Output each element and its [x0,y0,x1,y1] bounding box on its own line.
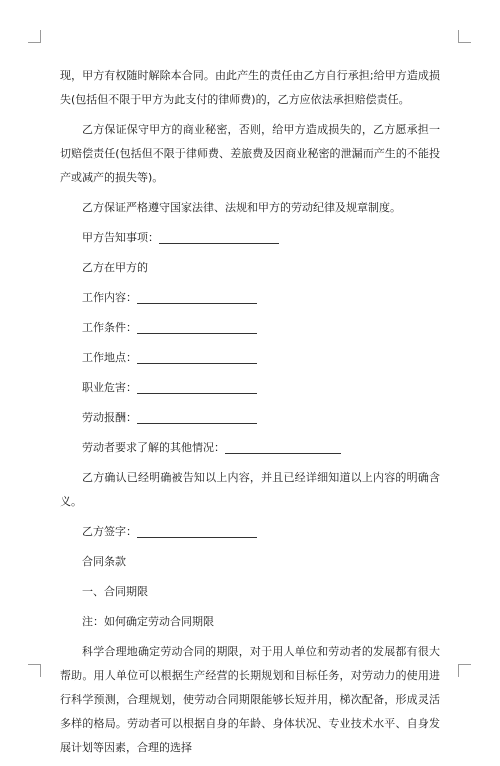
field-label: 劳动报酬： [82,411,137,424]
field-label: 甲方告知事项： [82,231,159,244]
field-at-company [82,256,440,280]
document-body [60,64,440,766]
field-label: 工作地点： [82,351,137,364]
field-work-content [82,286,440,310]
paragraph-term-body: 科学合理地确定劳动合同的期限，对于用人单位和劳动者的发展都有很大帮助。用人单位可以根据生产经营的长期规划和目标任务，对劳动力的使用进行科学预测，合理规划，使劳动合同期限能够长短并用，梯次配备，形成灵活多样的格局。劳动者可以根据自身的年龄、身体状况、专业技术水平、自身发展计划等因素，合理的选择 [60,645,440,754]
blank-line [137,523,257,538]
crop-mark-top-right [458,30,471,43]
blank-line [137,289,257,304]
field-other-info [82,436,440,460]
field-label: 工作条件： [82,321,137,334]
field-label: 工作内容： [82,291,137,304]
field-remuneration [82,406,440,430]
field-label: 乙方在甲方的 [82,261,148,274]
blank-line [137,409,257,424]
field-label: 职业危害： [82,381,137,394]
paragraph-compliance: 乙方保证严格遵守国家法律、法规和甲方的劳动纪律及规章制度。 [82,201,401,214]
blank-line [137,349,257,364]
crop-mark-bottom-left [28,664,41,677]
blank-line [159,229,279,244]
paragraph-confirmation: 乙方确认已经明确被告知以上内容，并且已经详细知道以上内容的明确含义。 [60,471,440,508]
field-label: 乙方签字： [82,525,137,538]
field-label: 劳动者要求了解的其他情况： [82,441,225,454]
section-note: 注：如何确定劳动合同期限 [82,615,214,628]
field-signature [82,520,440,544]
crop-mark-bottom-right [458,664,471,677]
blank-line [137,379,257,394]
blank-line [225,439,341,454]
field-notice [82,226,440,250]
field-occupational-hazard [82,376,440,400]
section-contract-terms: 合同条款 [82,555,126,568]
field-work-location [82,346,440,370]
blank-line [137,319,257,334]
section-term-heading: 一、合同期限 [82,585,148,598]
paragraph-termination: 现，甲方有权随时解除本合同。由此产生的责任由乙方自行承担;给甲方造成损失(包括但不限于甲方为此支付的律师费)的，乙方应依法承担赔偿责任。 [60,69,440,106]
field-work-conditions [82,316,440,340]
crop-mark-top-left [28,30,41,43]
paragraph-confidentiality: 乙方保证保守甲方的商业秘密，否则，给甲方造成损失的，乙方愿承担一切赔偿责任(包括但不限于律师费、差旅费及因商业秘密的泄漏而产生的不能投产或减产的损失等)。 [60,123,440,184]
